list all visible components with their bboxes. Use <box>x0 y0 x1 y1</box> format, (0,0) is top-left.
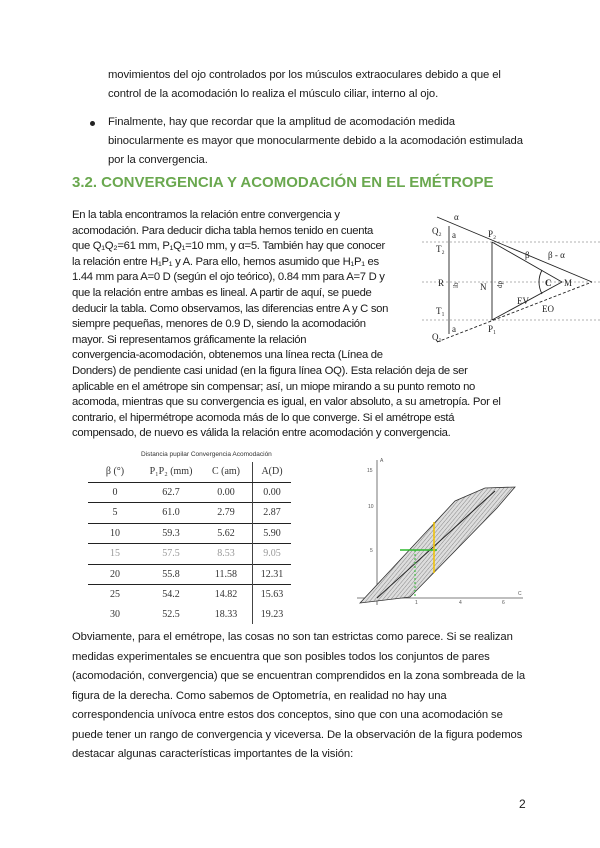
label-eo: EO <box>542 304 554 314</box>
table-cell: 14.82 <box>200 585 253 605</box>
label-beta: β <box>525 250 530 260</box>
label-q1: Q₁ <box>432 332 442 342</box>
table-cell: 57.5 <box>142 544 200 565</box>
table-header: C (am) <box>200 462 253 482</box>
table-cell: 62.7 <box>162 486 180 498</box>
text-line: figura de la derecha. Como sabemos de Optometría, en realidad no hay una <box>72 689 447 702</box>
table-row <box>88 544 291 565</box>
page-number: 2 <box>519 797 526 811</box>
table-cell: 19.23 <box>260 608 284 620</box>
label-n: N <box>480 282 487 292</box>
text-line: binocularmente es mayor que monocularmente debido a la acomodación estimulada <box>108 135 523 147</box>
text-line: puede tener un rango de convergencia y viceversa. De la observación de la figura podemos <box>72 728 523 741</box>
label-dp: dp <box>496 281 504 288</box>
bullet-icon <box>90 121 95 126</box>
label-r: R <box>438 278 445 288</box>
table-cell: 15 <box>88 544 142 565</box>
table-cell: 10 <box>88 523 142 544</box>
label-p2: P₂ <box>488 229 497 239</box>
table-cell: 2.87 <box>253 503 292 524</box>
table-cell: 9.05 <box>253 544 292 565</box>
table-cell: 54.2 <box>142 585 200 605</box>
table-cell: 5.62 <box>200 523 253 544</box>
table-header: P₁P₂ (mm) <box>142 462 200 482</box>
y-tick: 10 <box>368 504 374 510</box>
label-q2: Q₂ <box>432 226 442 236</box>
text-line: la relación entre H₁P₁ y A. Para ello, hemos asumido que H₁P₁ es <box>72 255 379 268</box>
text-line: que la relación entre ambas es lineal. A partir de aquí, se puede <box>72 287 372 299</box>
text-line: compensado, de nuevo es válida la relación entre acomodación y convergencia. <box>72 427 451 440</box>
table-cell: 8.53 <box>200 544 253 565</box>
text-line: por la convergencia. <box>108 154 208 166</box>
table-cell: 0 <box>112 486 118 498</box>
table-cell: 25 <box>88 585 142 605</box>
table-cell: 12.31 <box>253 564 292 585</box>
table-cell: 61.0 <box>142 503 200 524</box>
label-alpha: α <box>454 212 459 222</box>
label-a-bottom: a <box>452 324 456 334</box>
text-line: siempre pequeñas, menores de 0.9 D, siendo la acomodación <box>72 318 366 331</box>
text-line: Finalmente, hay que recordar que la amplitud de acomodación medida <box>108 116 455 128</box>
text-line: Donders) de pendiente casi unidad (en la figura línea OQ). Esta relación deja de ser <box>72 365 468 377</box>
table-row <box>88 482 291 503</box>
text-line: En la tabla encontramos la relación entre convergencia y <box>72 209 340 221</box>
table-row <box>88 564 291 585</box>
table-cell: 59.3 <box>142 523 200 544</box>
x-tick: 4 <box>459 600 462 606</box>
label-ev: EV <box>517 296 529 306</box>
label-ib: ib <box>452 282 460 288</box>
table-caption: Distancia pupilar Convergencia Acomodación <box>141 451 272 458</box>
table-cell: 5.90 <box>253 523 292 544</box>
label-m: M <box>564 278 573 288</box>
text-line: control de la acomodación lo realiza el músculo ciliar, interno al ojo. <box>108 88 439 100</box>
x-tick: 1 <box>415 600 418 606</box>
text-line: aplicable en el amétrope sin compensar; así, un miope mirando a su punto remoto no <box>72 380 476 393</box>
text-line: 1.44 mm para A=0 D (según el ojo teórico), 0.84 mm para A=7 D y <box>72 271 385 284</box>
table-cell: 15.63 <box>253 585 292 605</box>
label-a-top: a <box>452 230 456 240</box>
label-t1: T₁ <box>436 306 445 316</box>
table-cell: 0.00 <box>200 482 253 503</box>
table-cell: 52.5 <box>162 608 180 620</box>
label-p1: P₁ <box>488 324 497 334</box>
table-cell: 11.58 <box>200 564 253 585</box>
label-c: C <box>545 278 552 288</box>
x-tick: 6 <box>502 600 505 606</box>
text-line: medidas experimentales se encuentra que son posibles todos los conjuntos de pares <box>72 650 490 663</box>
y-tick: 5 <box>370 548 373 554</box>
table-cell: 0.00 <box>263 486 281 498</box>
text-line: (acomodación, convergencia) que se encuentran comprendidos en la zona sombreada de la <box>72 670 526 682</box>
text-line: acomoda, mientras que su convergencia es igual, en valor absoluto, a su ametropía. Por el <box>72 396 501 409</box>
text-line: contrario, el hipermétrope acomoda más de lo que converge. Si el amétrope está <box>72 411 455 424</box>
text-line: Obviamente, para el emétrope, las cosas no son tan estrictas como parece. Si se realizan <box>72 631 513 643</box>
shaded-zone <box>360 487 515 603</box>
table-cell: 55.8 <box>142 564 200 585</box>
table-row <box>88 605 291 625</box>
text-line: acomodación. Para deducir dicha tabla hemos tenido en cuenta <box>72 224 374 237</box>
table-row <box>88 585 291 605</box>
y-axis-label: A <box>380 458 384 464</box>
geometry-figure <box>422 212 600 347</box>
table-cell: 18.33 <box>200 605 253 625</box>
text-line: destacar algunas características importantes de la visión: <box>72 748 354 760</box>
x-axis-label: C <box>518 591 522 597</box>
text-line: convergencia-acomodación, obtenemos una línea recta (Línea de <box>72 349 383 362</box>
table-cell: 30 <box>110 608 120 620</box>
text-line: que Q₁Q₂=61 mm, P₁Q₁=10 mm, y α=5. También hay que conocer <box>72 240 385 253</box>
y-tick: 15 <box>367 468 373 474</box>
label-beta-alpha: β - α <box>548 250 565 260</box>
text-line: correspondencia unívoca entre estos dos conceptos, sino que con una acomodación se <box>72 709 503 721</box>
table-cell: 20 <box>88 564 142 585</box>
section-heading: 3.2. CONVERGENCIA Y ACOMODACIÓN EN EL EMÉTROPE <box>72 174 494 191</box>
text-line: movimientos del ojo controlados por los músculos extraoculares debido a que el <box>108 69 501 81</box>
donders-line <box>377 491 495 598</box>
convergence-table <box>88 462 291 624</box>
table-header: A(D) <box>253 462 292 482</box>
table-row <box>88 503 291 524</box>
text-line: mayor. Si representamos gráficamente la relación <box>72 333 307 346</box>
table-header: β (°) <box>88 462 142 482</box>
table-row <box>88 523 291 544</box>
donders-graph <box>355 455 525 615</box>
label-t2: T₂ <box>436 244 445 254</box>
table-cell: 2.79 <box>200 503 253 524</box>
text-line: deducir la tabla. Como observamos, las diferencias entre A y C son <box>72 302 389 315</box>
table-cell: 5 <box>88 503 142 524</box>
